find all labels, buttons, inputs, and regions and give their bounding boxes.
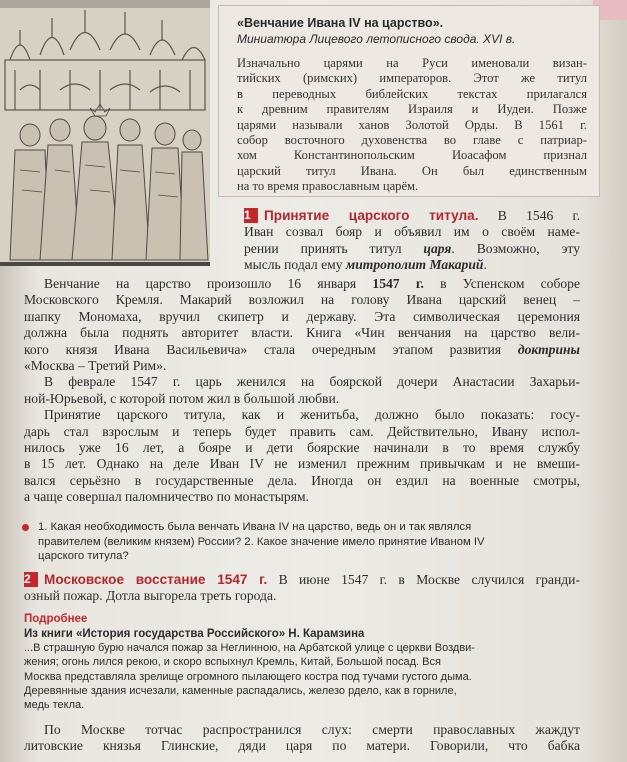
final-paragraph [24, 722, 580, 755]
karamzin-excerpt [24, 627, 584, 712]
section2 [24, 572, 580, 605]
section1-body [24, 276, 580, 506]
caption-subtitle: Миниатюра Лицевого летописного свода. XVI в. [237, 32, 516, 46]
term-metropolitan: митрополит Макарий [345, 257, 484, 273]
text-line: вался серьёзно в государственные дела. Иногда он ездил на военные смотры, [24, 472, 580, 488]
text-line: По Москве тотчас распространился слух: смерти православных жаждут [44, 722, 580, 737]
text-line: а чаще совершал паломничество по монастырям. [24, 489, 309, 505]
caption-box [218, 5, 600, 197]
section2-heading: Московское восстание 1547 г. [44, 572, 268, 587]
caption-line: к древним правителям Израиля и Иудеи. Позже [237, 102, 587, 117]
term-tsar: царя [423, 240, 452, 256]
text-line: в 15 лет. Однако на деле Иван IV не изменил прежним привычкам и не вмеши- [24, 456, 580, 472]
section-number-badge: 1 [244, 208, 258, 223]
excerpt-title: Из книги «История государства Российского» Н. Карамзина [24, 628, 365, 640]
section1-heading: Принятие царского титула. [264, 208, 479, 223]
text-line: шапку Мономаха, вручил скипетр и державу. Эта символическая церемония [24, 308, 580, 324]
question-line: правителем (великим князем) России? 2. Какое значение имело принятие Иваном IV [38, 535, 485, 548]
text-line: Венчание на царство произошло 16 января 1547 г. в Успенском соборе [44, 276, 581, 291]
date-1547: 1547 г. [372, 276, 424, 291]
section2-heading-line: 2 Московское восстание 1547 г. В июне 1547 г. в Москве случился гранди- [24, 572, 580, 587]
text-line: Московского Кремля. Макарий возложил на голову Ивана царский венец – [24, 292, 580, 308]
caption-line: на то время православным царём. [237, 179, 419, 194]
caption-line: царями называли ханов Золотой Орды. В 1561 г. [237, 117, 587, 132]
text-line: Иван созвал бояр и объявил им о своём наме- [244, 224, 580, 240]
text-line: мысль подал ему митрополит Макарий. [244, 257, 487, 273]
caption-line: тийских (римских) императоров. Этот же титул [237, 71, 587, 86]
text-line: кого князя Ивана Васильевича» стала очередным этапом развития доктрины [24, 341, 580, 357]
text-line: должна была поднять авторитет власти. Книга «Чин венчания на царство вели- [24, 325, 580, 341]
miniature-illustration [0, 0, 210, 266]
caption-line: собор восточного духовенства во главе с патриар- [237, 133, 587, 148]
caption-line: в переводных библейских текстах прилагался [237, 86, 587, 101]
text-line: Принятие царского титула, как и женитьба, должно было показать: госу- [44, 407, 580, 423]
miniature-drawing [0, 0, 210, 266]
text-line: рении принять титул царя. Возможно, эту [244, 240, 580, 256]
section1-intro [244, 208, 580, 274]
more-details-label: Подробнее [24, 613, 88, 625]
question-bullet-icon [22, 524, 29, 531]
questions-block [38, 520, 583, 564]
excerpt-line: медь текла. [24, 699, 85, 712]
section-number-badge: 2 [24, 572, 38, 587]
text-line: ной-Юрьевой, с которой потом жил в большой любви. [24, 390, 340, 406]
text-line: «Москва – Третий Рим». [24, 358, 167, 374]
text-line: нилось уже 16 лет, а бояре и дети боярские начинали в то время службу [24, 440, 580, 456]
excerpt-line: Деревянные здания исчезали, каменные распадались, железо рдело, как в горниле, [24, 684, 457, 697]
caption-line: царский титул Ивана. Он был единственным [237, 163, 587, 178]
text-line: дарь стал взрослым и теперь будет править сам. Действительно, Ивану испол- [24, 423, 580, 439]
caption-body [237, 56, 587, 195]
section1-heading-line: 1 Принятие царского титула. В 1546 г. [244, 208, 581, 223]
excerpt-line: ...В страшную бурю начался пожар за Неглинною, на Арбатской улице с церкви Воздви- [24, 642, 475, 655]
caption-line: хом Константинопольским Иоасафом признал [237, 148, 587, 163]
term-doctrine: доктрины [517, 341, 580, 357]
excerpt-line: жения; огонь лился рекою, и скоро вспыхнул Кремль, Китай, Большой посад. Вся [24, 656, 441, 669]
question-line: 1. Какая необходимость была венчать Ивана IV на царство, ведь он и так являлся [38, 521, 472, 533]
caption-title: «Венчание Ивана IV на царство». [237, 16, 444, 30]
excerpt-line: Москва представляла зрелище огромного пылающего костра под тучами густого дыма. [24, 670, 472, 683]
text-line: литовские князья Глинские, дяди царя по матери. Говорили, что бабка [24, 738, 580, 754]
text-line: В феврале 1547 г. царь женился на боярской дочери Анастасии Захарьи- [44, 374, 580, 390]
text-line: озный пожар. Дотла выгорела треть города. [24, 588, 277, 604]
question-line: царского титула? [38, 550, 129, 563]
caption-line: Изначально царями на Руси именовали визан- [237, 56, 587, 70]
